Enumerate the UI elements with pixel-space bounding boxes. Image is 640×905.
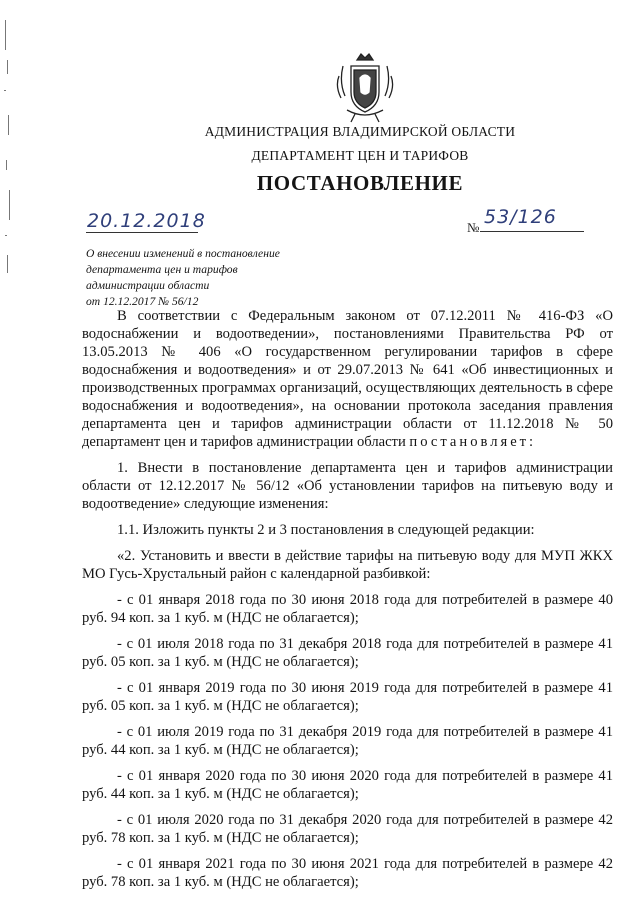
decree-word: постановляет: bbox=[409, 434, 537, 450]
subject-line: О внесении изменений в постановление bbox=[86, 247, 280, 260]
tariff-item: - с 01 июля 2020 года по 31 декабря 2020 года для потребителей в размере 42 руб. 78 коп. за 1 куб. м (НДС не облагается); bbox=[82, 812, 613, 846]
coat-of-arms-icon bbox=[333, 52, 397, 124]
document-title: ПОСТАНОВЛЕНИЕ bbox=[256, 171, 464, 195]
tariff-item: - с 01 июля 2018 года по 31 декабря 2018 года для потребителей в размере 41 руб. 05 коп. за 1 куб. м (НДС не облагается); bbox=[82, 636, 613, 670]
tariff-item: - с 01 января 2021 года по 30 июня 2021 года для потребителей в размере 42 руб. 78 коп. за 1 куб. м (НДС не облагается); bbox=[82, 856, 613, 890]
document-body bbox=[82, 307, 613, 899]
subject-line: администрации области bbox=[86, 279, 210, 292]
scan-margin-marks bbox=[2, 20, 16, 280]
tariff-item: - с 01 января 2018 года по 30 июня 2018 года для потребителей в размере 40 руб. 94 коп. за 1 куб. м (НДС не облагается); bbox=[82, 592, 613, 626]
subject-line: от 12.12.2017 № 56/12 bbox=[86, 295, 199, 308]
point-1-1: 1.1. Изложить пункты 2 и 3 постановления в следующей редакции: bbox=[117, 522, 535, 538]
preamble-text: В соответствии с Федеральным законом от 07.12.2011 № 416-ФЗ «О водоснабжении и водоотведении», постановлениями Правительства РФ от 13.05.2013 № 406 «О государственном регулировании тарифов в сфере водоснабжения и водоотведения» и от 29.07.2013 № 641 «Об инвестиционных и производственных программах организаций, осуществляющих деятельность в сфере водоснабжения и водоотведения», на основании протокола заседания правления департамента цен и тарифов администрации области от 11.12.2018 № 50 департамент цен и тарифов администрации области bbox=[82, 308, 613, 450]
tariff-item: - с 01 января 2020 года по 30 июня 2020 года для потребителей в размере 41 руб. 44 коп. за 1 куб. м (НДС не облагается); bbox=[82, 768, 613, 802]
handwritten-date: 20.12.2018 bbox=[87, 210, 206, 232]
tariff-item: - с 01 января 2019 года по 30 июня 2019 года для потребителей в размере 41 руб. 05 коп. за 1 куб. м (НДС не облагается); bbox=[82, 680, 613, 714]
subject-block bbox=[86, 246, 336, 310]
tariff-item: - с 01 июля 2019 года по 31 декабря 2019 года для потребителей в размере 41 руб. 44 коп. за 1 куб. м (НДС не облагается); bbox=[82, 724, 613, 758]
subject-line: департамента цен и тарифов bbox=[86, 263, 238, 276]
date-underline bbox=[86, 232, 198, 233]
preamble-paragraph bbox=[82, 307, 613, 451]
number-underline bbox=[480, 231, 584, 232]
point-1: 1. Внести в постановление департамента цен и тарифов администрации области от 12.12.2017 № 56/12 «Об установлении тарифов на питьевую воду и водоотведение» следующие изменения: bbox=[82, 460, 613, 512]
org-name-line-1: АДМИНИСТРАЦИЯ ВЛАДИМИРСКОЙ ОБЛАСТИ bbox=[204, 124, 516, 139]
point-2: «2. Установить и ввести в действие тарифы на питьевую воду для МУП ЖКХ МО Гусь-Хрустальный район с календарной разбивкой: bbox=[82, 548, 613, 582]
handwritten-number: 53/126 bbox=[484, 206, 557, 228]
number-sign: № bbox=[467, 220, 480, 235]
org-name-line-2: ДЕПАРТАМЕНТ ЦЕН И ТАРИФОВ bbox=[251, 148, 469, 163]
